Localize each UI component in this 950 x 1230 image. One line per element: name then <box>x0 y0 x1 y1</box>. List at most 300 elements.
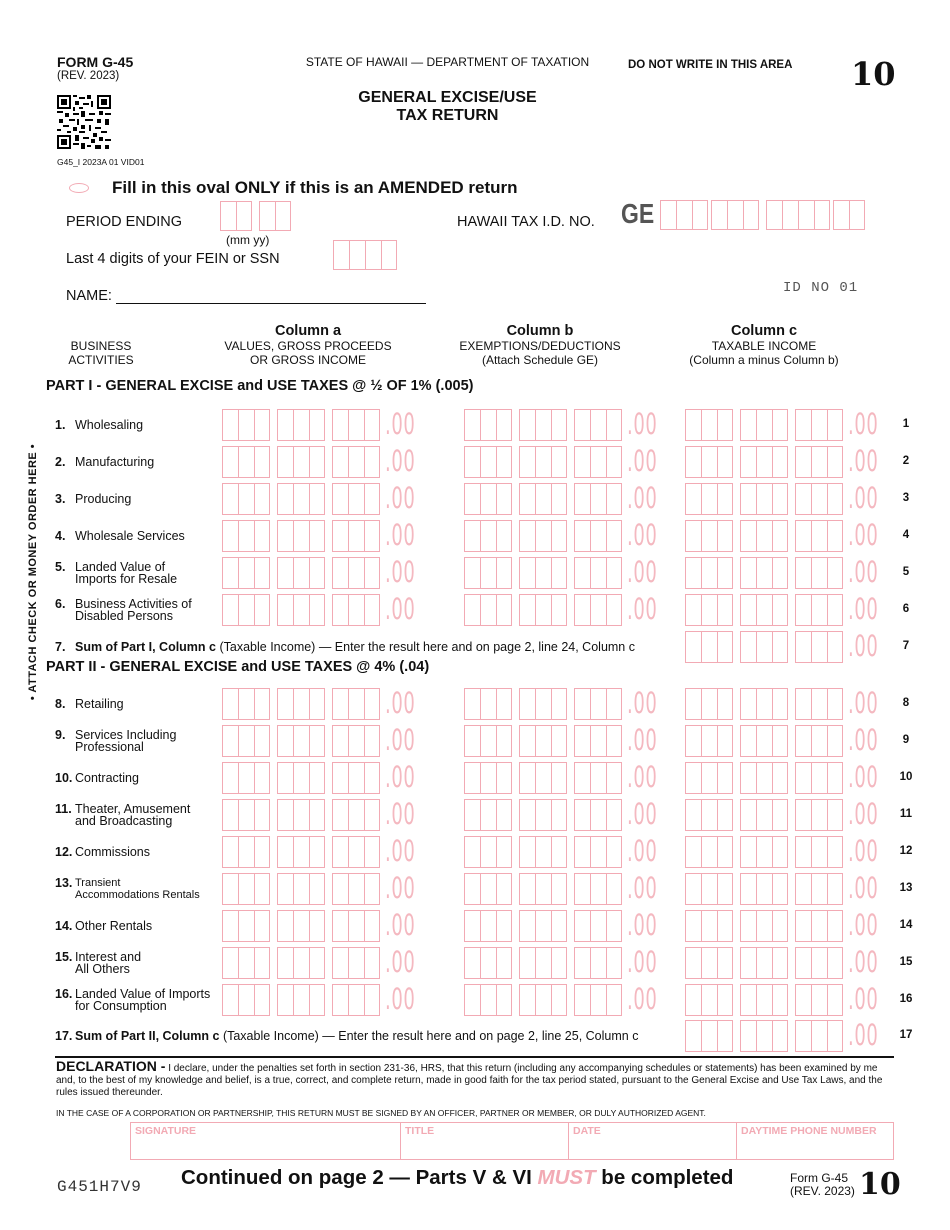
digit-box[interactable] <box>309 873 325 905</box>
digit-box[interactable] <box>254 947 270 979</box>
digit-box[interactable] <box>293 483 309 515</box>
amount-field-col-b[interactable] <box>464 688 676 720</box>
digit-box[interactable] <box>606 594 622 626</box>
digit-box[interactable] <box>551 688 567 720</box>
digit-box[interactable] <box>535 799 551 831</box>
digit-box[interactable] <box>496 557 512 589</box>
digit-box[interactable] <box>496 594 512 626</box>
digit-box[interactable] <box>772 725 788 757</box>
digit-box[interactable] <box>309 483 325 515</box>
digit-box[interactable] <box>795 873 811 905</box>
digit-box[interactable] <box>348 688 364 720</box>
digit-box[interactable] <box>574 799 590 831</box>
digit-box[interactable] <box>364 762 380 794</box>
digit-box[interactable] <box>254 799 270 831</box>
amount-field-col-b[interactable] <box>464 594 676 626</box>
digit-box[interactable] <box>535 947 551 979</box>
digit-box[interactable] <box>756 631 772 663</box>
digit-box[interactable] <box>519 557 535 589</box>
digit-box[interactable] <box>827 1020 843 1052</box>
digit-box[interactable] <box>222 836 238 868</box>
digit-box[interactable] <box>756 910 772 942</box>
digit-box[interactable] <box>590 725 606 757</box>
amount-field-col-c[interactable] <box>685 520 897 552</box>
digit-box[interactable] <box>277 409 293 441</box>
digit-box[interactable] <box>309 594 325 626</box>
digit-box[interactable] <box>827 409 843 441</box>
digit-box[interactable] <box>574 483 590 515</box>
digit-box[interactable] <box>496 984 512 1016</box>
amount-field-col-a[interactable] <box>222 594 434 626</box>
digit-box[interactable] <box>811 762 827 794</box>
digit-box[interactable] <box>795 557 811 589</box>
digit-box[interactable] <box>238 762 254 794</box>
amount-field-col-b[interactable] <box>464 910 676 942</box>
digit-box[interactable] <box>332 688 348 720</box>
digit-box[interactable] <box>519 910 535 942</box>
digit-box[interactable] <box>348 557 364 589</box>
digit-box[interactable] <box>772 631 788 663</box>
digit-box[interactable] <box>364 557 380 589</box>
amount-field-col-a[interactable] <box>222 799 434 831</box>
digit-box[interactable] <box>717 984 733 1016</box>
digit-box[interactable] <box>717 836 733 868</box>
digit-box[interactable] <box>827 836 843 868</box>
digit-box[interactable] <box>277 483 293 515</box>
amount-field-col-a[interactable] <box>222 688 434 720</box>
digit-box[interactable] <box>772 762 788 794</box>
digit-box[interactable] <box>740 910 756 942</box>
digit-box[interactable] <box>574 873 590 905</box>
signature-field[interactable]: SIGNATURE <box>130 1122 401 1160</box>
digit-box[interactable] <box>756 557 772 589</box>
amount-field-col-c[interactable] <box>685 836 897 868</box>
digit-box[interactable] <box>717 688 733 720</box>
digit-box[interactable] <box>701 836 717 868</box>
digit-box[interactable] <box>293 688 309 720</box>
digit-box[interactable] <box>685 1020 701 1052</box>
digit-box[interactable] <box>332 483 348 515</box>
digit-box[interactable] <box>756 799 772 831</box>
digit-box[interactable] <box>740 688 756 720</box>
amount-field-col-c[interactable] <box>685 688 897 720</box>
digit-box[interactable] <box>464 873 480 905</box>
digit-box[interactable] <box>364 520 380 552</box>
digit-box[interactable] <box>606 799 622 831</box>
digit-box[interactable] <box>827 688 843 720</box>
digit-box[interactable] <box>348 836 364 868</box>
digit-box[interactable] <box>332 910 348 942</box>
digit-box[interactable] <box>811 409 827 441</box>
digit-box[interactable] <box>364 409 380 441</box>
digit-box[interactable] <box>293 873 309 905</box>
digit-box[interactable] <box>222 799 238 831</box>
digit-box[interactable] <box>238 947 254 979</box>
digit-box[interactable] <box>795 409 811 441</box>
digit-box[interactable] <box>293 725 309 757</box>
digit-box[interactable] <box>332 520 348 552</box>
digit-box[interactable] <box>701 762 717 794</box>
digit-box[interactable] <box>364 725 380 757</box>
amount-field-col-a[interactable] <box>222 836 434 868</box>
amount-field-col-b[interactable] <box>464 873 676 905</box>
digit-box[interactable] <box>795 836 811 868</box>
amount-field-col-b[interactable] <box>464 557 676 589</box>
digit-box[interactable] <box>238 594 254 626</box>
digit-box[interactable] <box>701 409 717 441</box>
digit-box[interactable] <box>496 836 512 868</box>
digit-box[interactable] <box>293 520 309 552</box>
digit-box[interactable] <box>277 446 293 478</box>
digit-box[interactable] <box>772 520 788 552</box>
digit-box[interactable] <box>332 557 348 589</box>
digit-box[interactable] <box>574 836 590 868</box>
digit-box[interactable] <box>222 409 238 441</box>
digit-box[interactable] <box>717 557 733 589</box>
digit-box[interactable] <box>795 799 811 831</box>
digit-box[interactable] <box>685 409 701 441</box>
digit-box[interactable] <box>496 520 512 552</box>
digit-box[interactable] <box>238 799 254 831</box>
digit-box[interactable] <box>364 910 380 942</box>
amount-field-col-c[interactable] <box>685 483 897 515</box>
amount-field-col-c[interactable] <box>685 631 897 663</box>
digit-box[interactable] <box>535 483 551 515</box>
digit-box[interactable] <box>740 631 756 663</box>
digit-box[interactable] <box>254 557 270 589</box>
digit-box[interactable] <box>740 520 756 552</box>
digit-box[interactable] <box>551 836 567 868</box>
digit-box[interactable] <box>348 725 364 757</box>
digit-box[interactable] <box>348 984 364 1016</box>
digit-box[interactable] <box>827 446 843 478</box>
amount-field-col-b[interactable] <box>464 836 676 868</box>
digit-box[interactable] <box>590 688 606 720</box>
digit-box[interactable] <box>254 594 270 626</box>
digit-box[interactable] <box>685 631 701 663</box>
digit-box[interactable] <box>277 947 293 979</box>
digit-box[interactable] <box>756 594 772 626</box>
digit-box[interactable] <box>254 520 270 552</box>
digit-box[interactable] <box>277 910 293 942</box>
digit-box[interactable] <box>222 910 238 942</box>
digit-box[interactable] <box>496 409 512 441</box>
digit-box[interactable] <box>348 762 364 794</box>
digit-box[interactable] <box>590 520 606 552</box>
digit-box[interactable] <box>811 947 827 979</box>
digit-box[interactable] <box>332 799 348 831</box>
digit-box[interactable] <box>811 799 827 831</box>
digit-box[interactable] <box>590 483 606 515</box>
amount-field-col-b[interactable] <box>464 799 676 831</box>
digit-box[interactable] <box>811 836 827 868</box>
digit-box[interactable] <box>293 947 309 979</box>
digit-box[interactable] <box>685 762 701 794</box>
digit-box[interactable] <box>254 725 270 757</box>
digit-box[interactable] <box>795 594 811 626</box>
amount-field-col-a[interactable] <box>222 557 434 589</box>
digit-box[interactable] <box>480 762 496 794</box>
digit-box[interactable] <box>293 446 309 478</box>
digit-box[interactable] <box>496 725 512 757</box>
digit-box[interactable] <box>701 725 717 757</box>
digit-box[interactable] <box>332 947 348 979</box>
digit-box[interactable] <box>701 910 717 942</box>
digit-box[interactable] <box>551 910 567 942</box>
digit-box[interactable] <box>332 725 348 757</box>
digit-box[interactable] <box>464 446 480 478</box>
digit-box[interactable] <box>740 557 756 589</box>
digit-box[interactable] <box>464 984 480 1016</box>
digit-box[interactable] <box>701 557 717 589</box>
digit-box[interactable] <box>795 762 811 794</box>
digit-box[interactable] <box>293 910 309 942</box>
title-field[interactable]: TITLE <box>401 1122 569 1160</box>
digit-box[interactable] <box>519 799 535 831</box>
digit-box[interactable] <box>551 557 567 589</box>
digit-box[interactable] <box>364 873 380 905</box>
digit-box[interactable] <box>795 446 811 478</box>
digit-box[interactable] <box>574 594 590 626</box>
digit-box[interactable] <box>574 947 590 979</box>
digit-box[interactable] <box>590 984 606 1016</box>
digit-box[interactable] <box>772 984 788 1016</box>
digit-box[interactable] <box>701 1020 717 1052</box>
digit-box[interactable] <box>756 873 772 905</box>
digit-box[interactable] <box>756 446 772 478</box>
digit-box[interactable] <box>348 483 364 515</box>
digit-box[interactable] <box>574 725 590 757</box>
digit-box[interactable] <box>309 688 325 720</box>
digit-box[interactable] <box>606 984 622 1016</box>
tax-id-input[interactable] <box>660 200 872 230</box>
digit-box[interactable] <box>551 873 567 905</box>
digit-box[interactable] <box>293 836 309 868</box>
digit-box[interactable] <box>811 446 827 478</box>
digit-box[interactable] <box>606 910 622 942</box>
digit-box[interactable] <box>701 984 717 1016</box>
digit-box[interactable] <box>740 836 756 868</box>
digit-box[interactable] <box>293 409 309 441</box>
digit-box[interactable] <box>519 483 535 515</box>
digit-box[interactable] <box>551 483 567 515</box>
amount-field-col-b[interactable] <box>464 409 676 441</box>
digit-box[interactable] <box>685 483 701 515</box>
digit-box[interactable] <box>238 483 254 515</box>
digit-box[interactable] <box>795 1020 811 1052</box>
digit-box[interactable] <box>309 836 325 868</box>
digit-box[interactable] <box>519 947 535 979</box>
period-ending-input[interactable] <box>220 201 298 231</box>
digit-box[interactable] <box>701 688 717 720</box>
digit-box[interactable] <box>551 446 567 478</box>
digit-box[interactable] <box>551 947 567 979</box>
digit-box[interactable] <box>606 483 622 515</box>
name-input[interactable] <box>116 303 426 304</box>
digit-box[interactable] <box>756 483 772 515</box>
digit-box[interactable] <box>496 873 512 905</box>
digit-box[interactable] <box>701 594 717 626</box>
amount-field-col-c[interactable] <box>685 1020 897 1052</box>
digit-box[interactable] <box>364 947 380 979</box>
digit-box[interactable] <box>293 984 309 1016</box>
digit-box[interactable] <box>332 873 348 905</box>
digit-box[interactable] <box>238 688 254 720</box>
digit-box[interactable] <box>772 409 788 441</box>
digit-box[interactable] <box>685 910 701 942</box>
digit-box[interactable] <box>464 520 480 552</box>
digit-box[interactable] <box>222 873 238 905</box>
digit-box[interactable] <box>277 557 293 589</box>
digit-box[interactable] <box>574 910 590 942</box>
digit-box[interactable] <box>293 762 309 794</box>
digit-box[interactable] <box>811 594 827 626</box>
digit-box[interactable] <box>254 409 270 441</box>
digit-box[interactable] <box>496 947 512 979</box>
digit-box[interactable] <box>222 725 238 757</box>
digit-box[interactable] <box>827 520 843 552</box>
digit-box[interactable] <box>464 409 480 441</box>
digit-box[interactable] <box>717 799 733 831</box>
digit-box[interactable] <box>254 446 270 478</box>
digit-box[interactable] <box>535 873 551 905</box>
digit-box[interactable] <box>685 984 701 1016</box>
digit-box[interactable] <box>685 725 701 757</box>
digit-box[interactable] <box>480 409 496 441</box>
digit-box[interactable] <box>590 446 606 478</box>
digit-box[interactable] <box>364 594 380 626</box>
digit-box[interactable] <box>464 725 480 757</box>
digit-box[interactable] <box>606 688 622 720</box>
digit-box[interactable] <box>772 836 788 868</box>
digit-box[interactable] <box>464 910 480 942</box>
digit-box[interactable] <box>574 688 590 720</box>
digit-box[interactable] <box>364 688 380 720</box>
digit-box[interactable] <box>772 873 788 905</box>
digit-box[interactable] <box>464 762 480 794</box>
digit-box[interactable] <box>811 631 827 663</box>
digit-box[interactable] <box>756 409 772 441</box>
amount-field-col-b[interactable] <box>464 725 676 757</box>
digit-box[interactable] <box>480 520 496 552</box>
digit-box[interactable] <box>496 688 512 720</box>
digit-box[interactable] <box>464 483 480 515</box>
digit-box[interactable] <box>740 873 756 905</box>
digit-box[interactable] <box>606 762 622 794</box>
digit-box[interactable] <box>740 947 756 979</box>
digit-box[interactable] <box>309 910 325 942</box>
digit-box[interactable] <box>277 594 293 626</box>
digit-box[interactable] <box>756 520 772 552</box>
digit-box[interactable] <box>535 762 551 794</box>
amount-field-col-b[interactable] <box>464 947 676 979</box>
digit-box[interactable] <box>551 594 567 626</box>
digit-box[interactable] <box>811 725 827 757</box>
digit-box[interactable] <box>685 836 701 868</box>
digit-box[interactable] <box>535 984 551 1016</box>
digit-box[interactable] <box>717 631 733 663</box>
digit-box[interactable] <box>740 446 756 478</box>
digit-box[interactable] <box>574 557 590 589</box>
digit-box[interactable] <box>222 520 238 552</box>
digit-box[interactable] <box>332 762 348 794</box>
digit-box[interactable] <box>685 873 701 905</box>
amount-field-col-c[interactable] <box>685 947 897 979</box>
digit-box[interactable] <box>606 836 622 868</box>
amount-field-col-a[interactable] <box>222 984 434 1016</box>
digit-box[interactable] <box>480 688 496 720</box>
amount-field-col-a[interactable] <box>222 947 434 979</box>
digit-box[interactable] <box>827 557 843 589</box>
digit-box[interactable] <box>364 483 380 515</box>
digit-box[interactable] <box>551 725 567 757</box>
digit-box[interactable] <box>277 984 293 1016</box>
digit-box[interactable] <box>293 557 309 589</box>
amount-field-col-a[interactable] <box>222 409 434 441</box>
digit-box[interactable] <box>254 483 270 515</box>
digit-box[interactable] <box>309 725 325 757</box>
digit-box[interactable] <box>717 483 733 515</box>
digit-box[interactable] <box>519 836 535 868</box>
digit-box[interactable] <box>827 725 843 757</box>
digit-box[interactable] <box>701 446 717 478</box>
digit-box[interactable] <box>717 947 733 979</box>
digit-box[interactable] <box>309 409 325 441</box>
digit-box[interactable] <box>551 984 567 1016</box>
digit-box[interactable] <box>772 557 788 589</box>
digit-box[interactable] <box>535 446 551 478</box>
digit-box[interactable] <box>795 483 811 515</box>
digit-box[interactable] <box>348 799 364 831</box>
amount-field-col-a[interactable] <box>222 446 434 478</box>
digit-box[interactable] <box>309 557 325 589</box>
digit-box[interactable] <box>590 836 606 868</box>
digit-box[interactable] <box>756 688 772 720</box>
digit-box[interactable] <box>772 483 788 515</box>
amount-field-col-b[interactable] <box>464 762 676 794</box>
digit-box[interactable] <box>795 725 811 757</box>
digit-box[interactable] <box>496 762 512 794</box>
amount-field-col-a[interactable] <box>222 762 434 794</box>
digit-box[interactable] <box>606 873 622 905</box>
digit-box[interactable] <box>222 984 238 1016</box>
digit-box[interactable] <box>277 520 293 552</box>
digit-box[interactable] <box>277 725 293 757</box>
digit-box[interactable] <box>772 446 788 478</box>
amount-field-col-c[interactable] <box>685 910 897 942</box>
digit-box[interactable] <box>519 873 535 905</box>
amount-field-col-a[interactable] <box>222 520 434 552</box>
digit-box[interactable] <box>238 836 254 868</box>
digit-box[interactable] <box>277 762 293 794</box>
digit-box[interactable] <box>364 446 380 478</box>
digit-box[interactable] <box>717 446 733 478</box>
digit-box[interactable] <box>795 947 811 979</box>
digit-box[interactable] <box>685 799 701 831</box>
digit-box[interactable] <box>756 1020 772 1052</box>
digit-box[interactable] <box>827 947 843 979</box>
digit-box[interactable] <box>309 762 325 794</box>
digit-box[interactable] <box>717 409 733 441</box>
digit-box[interactable] <box>238 984 254 1016</box>
digit-box[interactable] <box>685 446 701 478</box>
digit-box[interactable] <box>740 762 756 794</box>
digit-box[interactable] <box>590 873 606 905</box>
digit-box[interactable] <box>606 947 622 979</box>
digit-box[interactable] <box>590 762 606 794</box>
digit-box[interactable] <box>519 984 535 1016</box>
digit-box[interactable] <box>480 557 496 589</box>
